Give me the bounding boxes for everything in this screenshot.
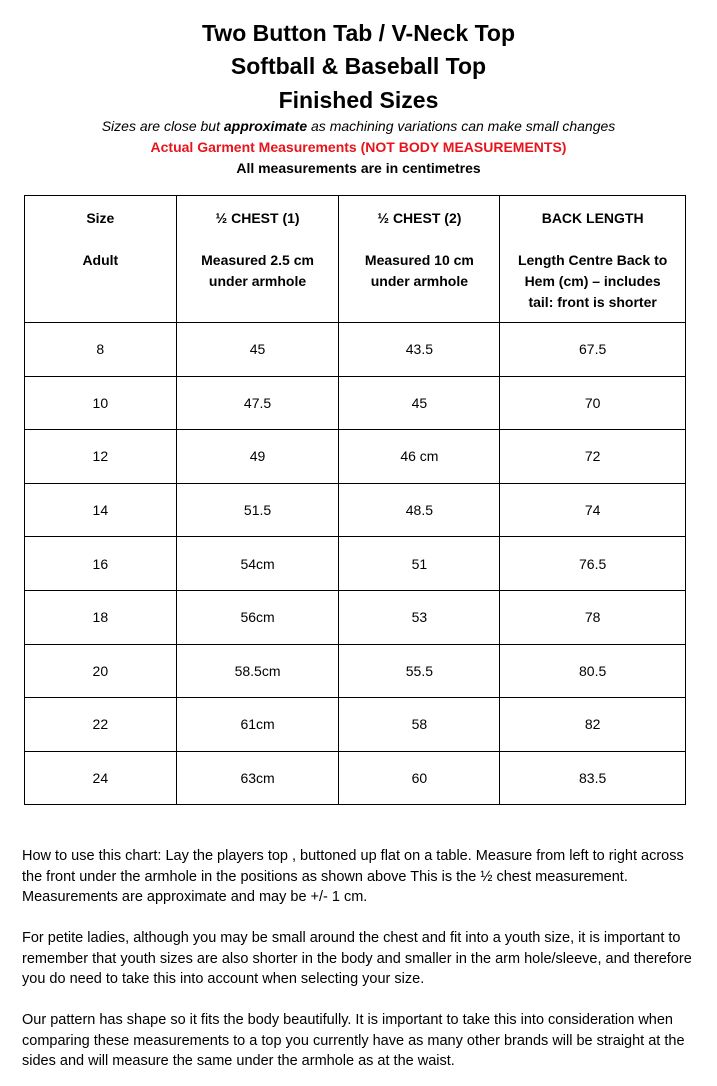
header-size-sub: Adult	[82, 252, 119, 268]
cell-back-length: 83.5	[500, 751, 686, 805]
header-back-length-sub: Length Centre Back to Hem (cm) – includes tail: front is shorter	[517, 252, 668, 310]
cell-size: 22	[25, 698, 177, 752]
cell-back-length: 72	[500, 430, 686, 484]
cell-chest-2: 55.5	[339, 644, 500, 698]
how-to-use-paragraph: How to use this chart: Lay the players top , buttoned up flat on a table. Measure from left to right across the front under the armhole in the positions as shown above This is the ½ chest measurement. Measurements are approximate and may be +/- 1 cm.	[22, 848, 684, 905]
table-row	[25, 430, 686, 484]
cell-size: 14	[25, 483, 177, 537]
table-row	[25, 590, 686, 644]
cell-size: 12	[25, 430, 177, 484]
table-header-row	[25, 196, 686, 323]
cell-chest-1: 56cm	[176, 590, 339, 644]
cell-chest-1: 54cm	[176, 537, 339, 591]
cell-size: 20	[25, 644, 177, 698]
cell-size: 24	[25, 751, 177, 805]
cell-chest-1: 51.5	[176, 483, 339, 537]
cell-chest-2: 51	[339, 537, 500, 591]
cell-chest-1: 61cm	[176, 698, 339, 752]
cell-chest-1: 58.5cm	[176, 644, 339, 698]
cell-size: 10	[25, 376, 177, 430]
cell-chest-2: 53	[339, 590, 500, 644]
title-line-2: Softball & Baseball Top	[230, 53, 487, 79]
cell-size: 16	[25, 537, 177, 591]
header-chest-2-sub: Measured 10 cm under armhole	[364, 252, 474, 289]
table-row	[25, 483, 686, 537]
table-row	[25, 644, 686, 698]
header-chest-1-label: ½ CHEST (1)	[215, 210, 300, 226]
cell-chest-1: 47.5	[176, 376, 339, 430]
table-row	[25, 376, 686, 430]
actual-garment-note: Actual Garment Measurements (NOT BODY MEASUREMENTS)	[150, 139, 567, 155]
header-back-length	[500, 196, 686, 323]
cell-size: 8	[25, 323, 177, 377]
cell-back-length: 78	[500, 590, 686, 644]
cell-chest-1: 63cm	[176, 751, 339, 805]
title-line-1: Two Button Tab / V-Neck Top	[201, 20, 516, 46]
cell-chest-2: 48.5	[339, 483, 500, 537]
cell-back-length: 74	[500, 483, 686, 537]
cell-chest-2: 60	[339, 751, 500, 805]
header-chest-1-sub: Measured 2.5 cm under armhole	[201, 252, 314, 289]
approximate-note-suffix: as machining variations can make small changes	[307, 118, 616, 134]
table-row	[25, 698, 686, 752]
cell-chest-1: 49	[176, 430, 339, 484]
cell-back-length: 70	[500, 376, 686, 430]
size-table	[24, 195, 686, 805]
cell-back-length: 80.5	[500, 644, 686, 698]
cell-back-length: 76.5	[500, 537, 686, 591]
approximate-note-bold: approximate	[223, 118, 308, 134]
header-size	[25, 196, 177, 323]
approximate-note-prefix: Sizes are close but	[101, 118, 224, 134]
header-back-length-label: BACK LENGTH	[541, 210, 644, 226]
cell-chest-2: 58	[339, 698, 500, 752]
table-row	[25, 751, 686, 805]
header-chest-2-label: ½ CHEST (2)	[377, 210, 462, 226]
units-note: All measurements are in centimetres	[236, 160, 481, 176]
cell-chest-2: 45	[339, 376, 500, 430]
approximate-note	[0, 118, 717, 134]
table-row	[25, 537, 686, 591]
pattern-shape-paragraph: Our pattern has shape so it fits the body beautifully. It is important to take this into consideration when comparing these measurements to a top you currently have as many other brands will be straight at the sides and will measure the same under the armhole as at the waist.	[22, 1012, 685, 1069]
cell-back-length: 82	[500, 698, 686, 752]
cell-chest-2: 43.5	[339, 323, 500, 377]
cell-back-length: 67.5	[500, 323, 686, 377]
header-chest-1	[176, 196, 339, 323]
cell-chest-2: 46 cm	[339, 430, 500, 484]
table-row	[25, 323, 686, 377]
cell-size: 18	[25, 590, 177, 644]
header-chest-2	[339, 196, 500, 323]
cell-chest-1: 45	[176, 323, 339, 377]
title-line-3: Finished Sizes	[278, 87, 439, 113]
header-size-label: Size	[86, 210, 115, 226]
petite-ladies-paragraph: For petite ladies, although you may be small around the chest and fit into a youth size, it is important to remember that youth sizes are also shorter in the body and smaller in the arm hole/sleeve, and therefore you do need to take this into account when selecting your size.	[22, 930, 692, 987]
